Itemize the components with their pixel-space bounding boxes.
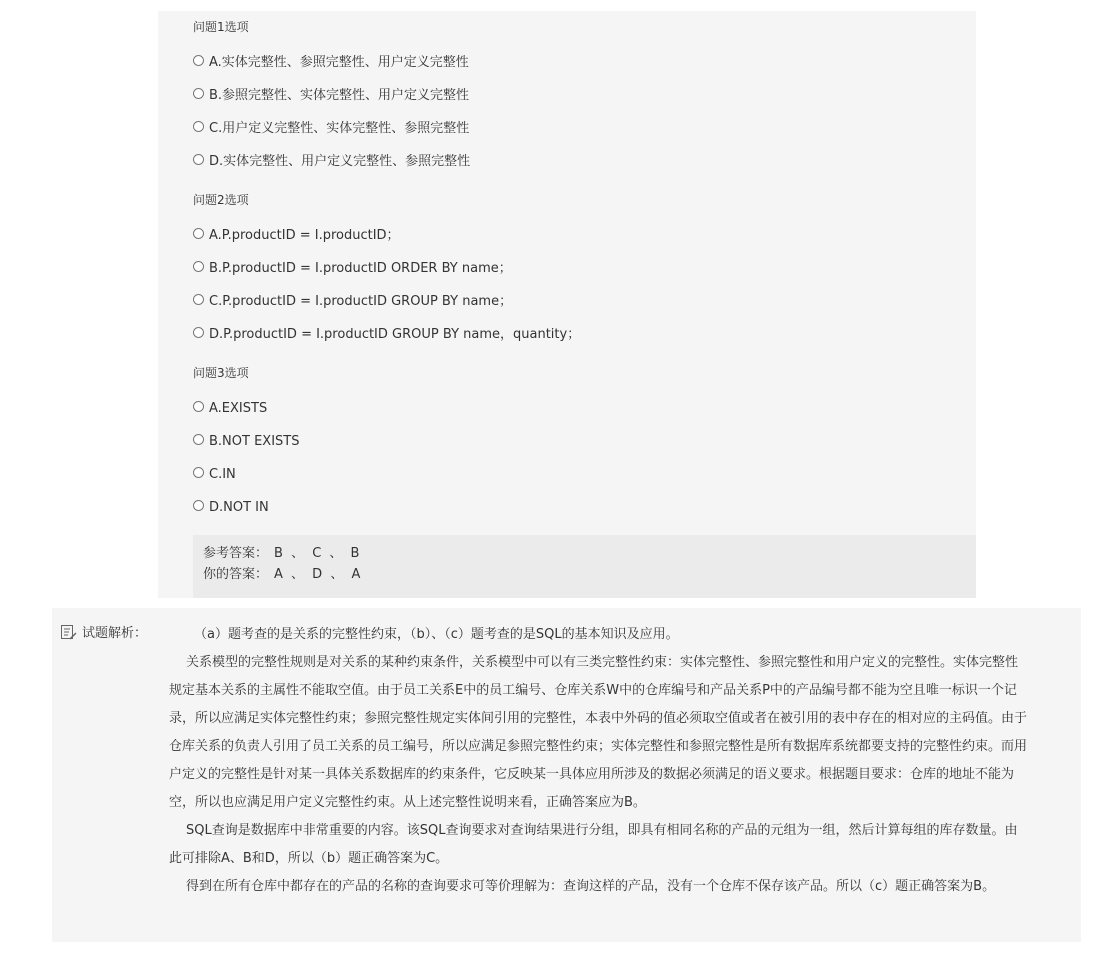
- option-label: C.P.productID = I.productID GROUP BY name；: [209, 294, 513, 309]
- analysis-header: [60, 622, 147, 645]
- radio-button[interactable]: [193, 294, 204, 305]
- question-2-option-b[interactable]: [193, 257, 512, 290]
- your-answer: [203, 566, 360, 584]
- question-3-option-a[interactable]: [193, 397, 268, 430]
- question-1-option-b[interactable]: [193, 84, 470, 117]
- analysis-paragraph: SQL查询是数据库中非常重要的内容。该SQL查询要求对查询结果进行分组，即具有相同名称的产品的元组为一组，然后计算每组的库存数量。由此可排除A、B和D，所以（b）题正确答案为C。: [169, 823, 1018, 866]
- question-1-title: 问题1选项: [193, 20, 249, 34]
- reference-answer-label: 参考答案：: [203, 546, 269, 561]
- your-answer-label: 你的答案：: [203, 567, 269, 582]
- answer-summary: [193, 535, 976, 598]
- question-options-panel: [158, 11, 976, 598]
- question-2-option-c[interactable]: [193, 290, 513, 323]
- option-label: B.P.productID = I.productID ORDER BY name；: [209, 261, 512, 276]
- radio-button[interactable]: [193, 327, 204, 338]
- analysis-section: [52, 608, 1081, 942]
- question-3-group: [193, 364, 300, 529]
- radio-button[interactable]: [193, 55, 204, 66]
- document-edit-icon: [60, 623, 78, 645]
- reference-answer: [203, 545, 359, 563]
- analysis-label: 试题解析：: [82, 626, 148, 641]
- radio-button[interactable]: [193, 121, 204, 132]
- question-2-option-a[interactable]: [193, 224, 400, 257]
- option-label: D.P.productID = I.productID GROUP BY name，quantity；: [209, 327, 581, 342]
- question-1-option-a[interactable]: [193, 51, 469, 84]
- option-label: A.EXISTS: [209, 401, 268, 416]
- question-3-option-b[interactable]: [193, 430, 300, 463]
- option-label: B.参照完整性、实体完整性、用户定义完整性: [209, 88, 470, 103]
- radio-button[interactable]: [193, 261, 204, 272]
- your-answer-value: A 、 D 、 A: [274, 567, 361, 582]
- radio-button[interactable]: [193, 467, 204, 478]
- question-3-option-d[interactable]: [193, 496, 269, 529]
- question-2-title: 问题2选项: [193, 193, 249, 207]
- radio-button[interactable]: [193, 500, 204, 511]
- question-1-option-c[interactable]: [193, 117, 470, 150]
- option-label: C.IN: [209, 467, 236, 482]
- analysis-paragraph: 得到在所有仓库中都存在的产品的名称的查询要求可等价理解为：查询这样的产品，没有一个仓库不保存该产品。所以（c）题正确答案为B。: [186, 879, 996, 894]
- analysis-paragraph: （a）题考查的是关系的完整性约束，（b）、（c）题考查的是SQL的基本知识及应用。: [194, 627, 679, 642]
- option-label: B.NOT EXISTS: [209, 434, 300, 449]
- option-label: D.NOT IN: [209, 500, 269, 515]
- radio-button[interactable]: [193, 88, 204, 99]
- question-1-option-d[interactable]: [193, 150, 471, 183]
- radio-button[interactable]: [193, 154, 204, 165]
- radio-button[interactable]: [193, 228, 204, 239]
- question-1-group: [193, 18, 471, 183]
- radio-button[interactable]: [193, 401, 204, 412]
- option-label: C.用户定义完整性、实体完整性、参照完整性: [209, 121, 470, 136]
- question-3-title: 问题3选项: [193, 366, 249, 380]
- analysis-text: [169, 621, 1029, 901]
- question-2-group: [193, 191, 581, 356]
- radio-button[interactable]: [193, 434, 204, 445]
- option-label: A.P.productID = I.productID；: [209, 228, 400, 243]
- option-label: A.实体完整性、参照完整性、用户定义完整性: [209, 55, 469, 70]
- analysis-paragraph: 关系模型的完整性规则是对关系的某种约束条件，关系模型中可以有三类完整性约束：实体完整性、参照完整性和用户定义的完整性。实体完整性规定基本关系的主属性不能取空值。由于员工关系E中的员工编号、仓库关系W中的仓库编号和产品关系P中的产品编号都不能为空且唯一标识一个记录，所以应满足实体完整性约束；参照完整性规定实体间引用的完整性，本表中外码的值必须取空值或者在被引用的表中存在的相对应的主码值。由于仓库关系的负责人引用了员工关系的员工编号，所以应满足参照完整性约束；实体完整性和参照完整性是所有数据库系统都要支持的完整性约束。而用户定义的完整性是针对某一具体关系数据库的约束条件，它反映某一具体应用所涉及的数据必须满足的语义要求。根据题目要求：仓库的地址不能为空，所以也应满足用户定义完整性约束。从上述完整性说明来看，正确答案应为B。: [169, 655, 1028, 810]
- question-2-option-d[interactable]: [193, 323, 581, 356]
- question-3-option-c[interactable]: [193, 463, 249, 496]
- reference-answer-value: B 、 C 、 B: [274, 546, 360, 561]
- option-label: D.实体完整性、用户定义完整性、参照完整性: [209, 154, 471, 169]
